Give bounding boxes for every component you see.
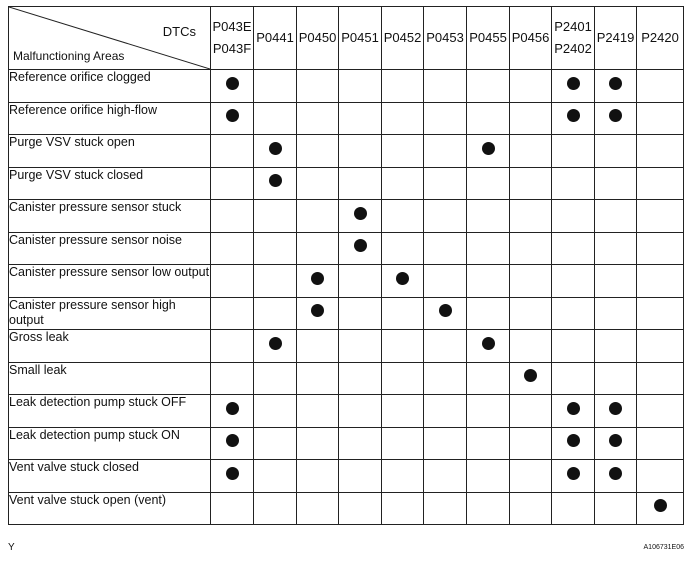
applicable-dot-icon: [311, 304, 324, 317]
matrix-cell: [211, 330, 254, 363]
dtc-code: P2402: [554, 41, 592, 56]
applicable-dot-icon: [226, 77, 239, 90]
dtc-column-header: [467, 7, 510, 70]
table-row: [9, 330, 684, 363]
matrix-cell: [297, 200, 339, 233]
malfunction-area-label: Reference orifice clogged: [9, 70, 211, 103]
matrix-cell: [552, 265, 595, 298]
matrix-cell: [467, 362, 510, 395]
matrix-cell: [254, 362, 297, 395]
matrix-cell: [424, 362, 467, 395]
matrix-cell: [211, 427, 254, 460]
matrix-cell: [467, 135, 510, 168]
applicable-dot-icon: [609, 402, 622, 415]
applicable-dot-icon: [567, 402, 580, 415]
matrix-cell: [552, 362, 595, 395]
matrix-cell: [637, 427, 684, 460]
dtc-code: P0453: [426, 30, 464, 45]
matrix-cell: [467, 297, 510, 330]
dtc-code: P0441: [256, 30, 294, 45]
applicable-dot-icon: [567, 77, 580, 90]
matrix-cell: [467, 395, 510, 428]
matrix-cell: [339, 492, 382, 525]
matrix-cell: [424, 232, 467, 265]
dtc-column-header: [552, 7, 595, 70]
matrix-cell: [424, 102, 467, 135]
dtc-column-header: [595, 7, 637, 70]
matrix-cell: [552, 135, 595, 168]
matrix-cell: [297, 362, 339, 395]
matrix-cell: [382, 200, 424, 233]
matrix-cell: [424, 492, 467, 525]
table-row: [9, 70, 684, 103]
dtc-code: P2401: [554, 19, 592, 34]
matrix-cell: [552, 167, 595, 200]
matrix-cell: [424, 330, 467, 363]
matrix-cell: [595, 265, 637, 298]
dtc-code: P0456: [511, 30, 550, 45]
matrix-cell: [637, 167, 684, 200]
table-row: [9, 265, 684, 298]
header-row: [9, 7, 684, 70]
dtc-code: P0455: [469, 30, 507, 45]
figure-corner-mark: Y: [8, 542, 15, 553]
matrix-cell: [211, 395, 254, 428]
matrix-cell: [595, 135, 637, 168]
matrix-cell: [254, 200, 297, 233]
matrix-cell: [297, 492, 339, 525]
dtc-column-header: [211, 7, 254, 70]
table-row: [9, 395, 684, 428]
dtc-column-header: [424, 7, 467, 70]
matrix-cell: [211, 297, 254, 330]
matrix-cell: [382, 265, 424, 298]
matrix-cell: [637, 232, 684, 265]
applicable-dot-icon: [482, 142, 495, 155]
matrix-cell: [510, 362, 552, 395]
matrix-cell: [510, 427, 552, 460]
matrix-cell: [424, 265, 467, 298]
matrix-cell: [211, 102, 254, 135]
applicable-dot-icon: [396, 272, 409, 285]
matrix-cell: [595, 232, 637, 265]
matrix-cell: [552, 492, 595, 525]
matrix-cell: [382, 232, 424, 265]
matrix-cell: [510, 492, 552, 525]
table-row: [9, 492, 684, 525]
dtc-matrix-table: [8, 6, 684, 525]
dtc-code: P0452: [383, 30, 422, 45]
dtc-code: P2419: [596, 30, 635, 45]
matrix-cell: [424, 427, 467, 460]
matrix-cell: [595, 200, 637, 233]
matrix-cell: [297, 232, 339, 265]
applicable-dot-icon: [269, 337, 282, 350]
malfunction-area-label: Purge VSV stuck open: [9, 135, 211, 168]
malfunctioning-areas-label: Malfunctioning Areas: [13, 49, 125, 63]
matrix-cell: [382, 102, 424, 135]
matrix-cell: [339, 460, 382, 493]
applicable-dot-icon: [524, 369, 537, 382]
matrix-cell: [254, 70, 297, 103]
matrix-cell: [211, 200, 254, 233]
matrix-cell: [382, 167, 424, 200]
matrix-cell: [595, 362, 637, 395]
matrix-cell: [467, 427, 510, 460]
applicable-dot-icon: [269, 142, 282, 155]
matrix-cell: [510, 265, 552, 298]
matrix-cell: [254, 395, 297, 428]
matrix-cell: [595, 492, 637, 525]
table-row: [9, 427, 684, 460]
applicable-dot-icon: [311, 272, 324, 285]
table-row: [9, 460, 684, 493]
matrix-cell: [339, 70, 382, 103]
applicable-dot-icon: [567, 109, 580, 122]
matrix-cell: [254, 265, 297, 298]
malfunction-area-label: Small leak: [9, 362, 211, 395]
matrix-cell: [595, 297, 637, 330]
matrix-cell: [211, 460, 254, 493]
corner-header: [9, 7, 211, 70]
dtc-column-header: [254, 7, 297, 70]
matrix-cell: [467, 200, 510, 233]
applicable-dot-icon: [354, 207, 367, 220]
dtc-column-header: [382, 7, 424, 70]
matrix-cell: [510, 102, 552, 135]
matrix-cell: [211, 167, 254, 200]
matrix-cell: [254, 460, 297, 493]
matrix-cell: [510, 135, 552, 168]
matrix-cell: [297, 265, 339, 298]
matrix-cell: [382, 70, 424, 103]
matrix-cell: [297, 460, 339, 493]
matrix-cell: [424, 135, 467, 168]
applicable-dot-icon: [567, 434, 580, 447]
dtcs-label: DTCs: [162, 24, 196, 39]
matrix-cell: [637, 460, 684, 493]
matrix-cell: [637, 492, 684, 525]
matrix-cell: [339, 395, 382, 428]
table-row: [9, 135, 684, 168]
matrix-cell: [595, 167, 637, 200]
matrix-cell: [339, 297, 382, 330]
matrix-cell: [424, 200, 467, 233]
matrix-cell: [467, 330, 510, 363]
matrix-cell: [510, 460, 552, 493]
matrix-cell: [254, 135, 297, 168]
applicable-dot-icon: [226, 109, 239, 122]
table-row: [9, 232, 684, 265]
dtc-code: P043F: [212, 41, 252, 56]
matrix-cell: [339, 362, 382, 395]
matrix-cell: [637, 102, 684, 135]
table-row: [9, 167, 684, 200]
matrix-cell: [510, 70, 552, 103]
matrix-cell: [424, 395, 467, 428]
dtc-column-header: [510, 7, 552, 70]
dtc-column-header: [339, 7, 382, 70]
matrix-cell: [637, 330, 684, 363]
matrix-cell: [297, 102, 339, 135]
matrix-cell: [297, 167, 339, 200]
matrix-cell: [254, 232, 297, 265]
matrix-cell: [297, 135, 339, 168]
matrix-cell: [211, 492, 254, 525]
matrix-cell: [339, 167, 382, 200]
matrix-cell: [297, 297, 339, 330]
matrix-cell: [637, 297, 684, 330]
matrix-cell: [595, 460, 637, 493]
applicable-dot-icon: [482, 337, 495, 350]
matrix-cell: [510, 395, 552, 428]
matrix-cell: [297, 395, 339, 428]
malfunction-area-label: Purge VSV stuck closed: [9, 167, 211, 200]
matrix-cell: [254, 492, 297, 525]
applicable-dot-icon: [226, 434, 239, 447]
matrix-cell: [467, 232, 510, 265]
table-row: [9, 297, 684, 330]
matrix-cell: [552, 297, 595, 330]
matrix-cell: [467, 102, 510, 135]
table-row: [9, 362, 684, 395]
matrix-cell: [382, 427, 424, 460]
matrix-cell: [382, 330, 424, 363]
matrix-cell: [382, 362, 424, 395]
matrix-cell: [552, 70, 595, 103]
matrix-cell: [382, 395, 424, 428]
matrix-cell: [510, 167, 552, 200]
matrix-cell: [637, 362, 684, 395]
matrix-cell: [637, 200, 684, 233]
matrix-cell: [211, 70, 254, 103]
matrix-cell: [424, 70, 467, 103]
matrix-cell: [467, 167, 510, 200]
matrix-cell: [254, 330, 297, 363]
malfunction-area-label: Vent valve stuck closed: [9, 460, 211, 493]
matrix-cell: [595, 427, 637, 460]
matrix-cell: [254, 167, 297, 200]
applicable-dot-icon: [609, 109, 622, 122]
matrix-cell: [552, 200, 595, 233]
matrix-cell: [552, 102, 595, 135]
matrix-cell: [552, 232, 595, 265]
matrix-cell: [467, 460, 510, 493]
matrix-cell: [467, 70, 510, 103]
matrix-cell: [297, 70, 339, 103]
matrix-cell: [254, 297, 297, 330]
table-row: [9, 102, 684, 135]
applicable-dot-icon: [609, 434, 622, 447]
matrix-cell: [552, 460, 595, 493]
matrix-cell: [339, 427, 382, 460]
matrix-cell: [339, 330, 382, 363]
matrix-cell: [510, 330, 552, 363]
dtc-code: P2420: [641, 30, 679, 45]
malfunction-area-label: Canister pressure sensor stuck: [9, 200, 211, 233]
applicable-dot-icon: [354, 239, 367, 252]
matrix-cell: [637, 135, 684, 168]
matrix-cell: [297, 330, 339, 363]
applicable-dot-icon: [269, 174, 282, 187]
matrix-cell: [211, 135, 254, 168]
dtc-code: P043E: [212, 19, 252, 34]
applicable-dot-icon: [654, 499, 667, 512]
matrix-cell: [254, 427, 297, 460]
applicable-dot-icon: [226, 402, 239, 415]
matrix-cell: [595, 330, 637, 363]
matrix-cell: [382, 492, 424, 525]
matrix-cell: [552, 427, 595, 460]
matrix-cell: [424, 167, 467, 200]
matrix-cell: [595, 395, 637, 428]
table-row: [9, 200, 684, 233]
figure-id: A106731E06: [643, 544, 684, 551]
malfunction-area-label: Canister pressure sensor high output: [9, 297, 211, 330]
matrix-cell: [211, 362, 254, 395]
matrix-cell: [339, 102, 382, 135]
matrix-cell: [637, 395, 684, 428]
matrix-cell: [510, 297, 552, 330]
applicable-dot-icon: [609, 467, 622, 480]
matrix-cell: [339, 135, 382, 168]
matrix-cell: [424, 297, 467, 330]
matrix-cell: [382, 460, 424, 493]
matrix-cell: [595, 102, 637, 135]
matrix-cell: [510, 200, 552, 233]
matrix-cell: [595, 70, 637, 103]
matrix-cell: [339, 265, 382, 298]
matrix-cell: [552, 330, 595, 363]
matrix-cell: [637, 70, 684, 103]
applicable-dot-icon: [567, 467, 580, 480]
matrix-cell: [467, 492, 510, 525]
matrix-cell: [339, 232, 382, 265]
matrix-cell: [467, 265, 510, 298]
malfunction-area-label: Gross leak: [9, 330, 211, 363]
matrix-cell: [510, 232, 552, 265]
table-body: [9, 70, 684, 525]
malfunction-area-label: Leak detection pump stuck OFF: [9, 395, 211, 428]
matrix-cell: [382, 297, 424, 330]
applicable-dot-icon: [226, 467, 239, 480]
malfunction-area-label: Vent valve stuck open (vent): [9, 492, 211, 525]
malfunction-area-label: Canister pressure sensor noise: [9, 232, 211, 265]
matrix-cell: [382, 135, 424, 168]
malfunction-area-label: Leak detection pump stuck ON: [9, 427, 211, 460]
dtc-column-header: [637, 7, 684, 70]
malfunction-area-label: Canister pressure sensor low output: [9, 265, 211, 298]
malfunction-area-label: Reference orifice high-flow: [9, 102, 211, 135]
applicable-dot-icon: [609, 77, 622, 90]
dtc-code: P0450: [298, 30, 337, 45]
matrix-cell: [424, 460, 467, 493]
matrix-cell: [297, 427, 339, 460]
matrix-cell: [254, 102, 297, 135]
matrix-cell: [637, 265, 684, 298]
matrix-cell: [339, 200, 382, 233]
applicable-dot-icon: [439, 304, 452, 317]
matrix-cell: [211, 232, 254, 265]
dtc-column-header: [297, 7, 339, 70]
matrix-cell: [211, 265, 254, 298]
dtc-code: P0451: [341, 30, 379, 45]
matrix-cell: [552, 395, 595, 428]
